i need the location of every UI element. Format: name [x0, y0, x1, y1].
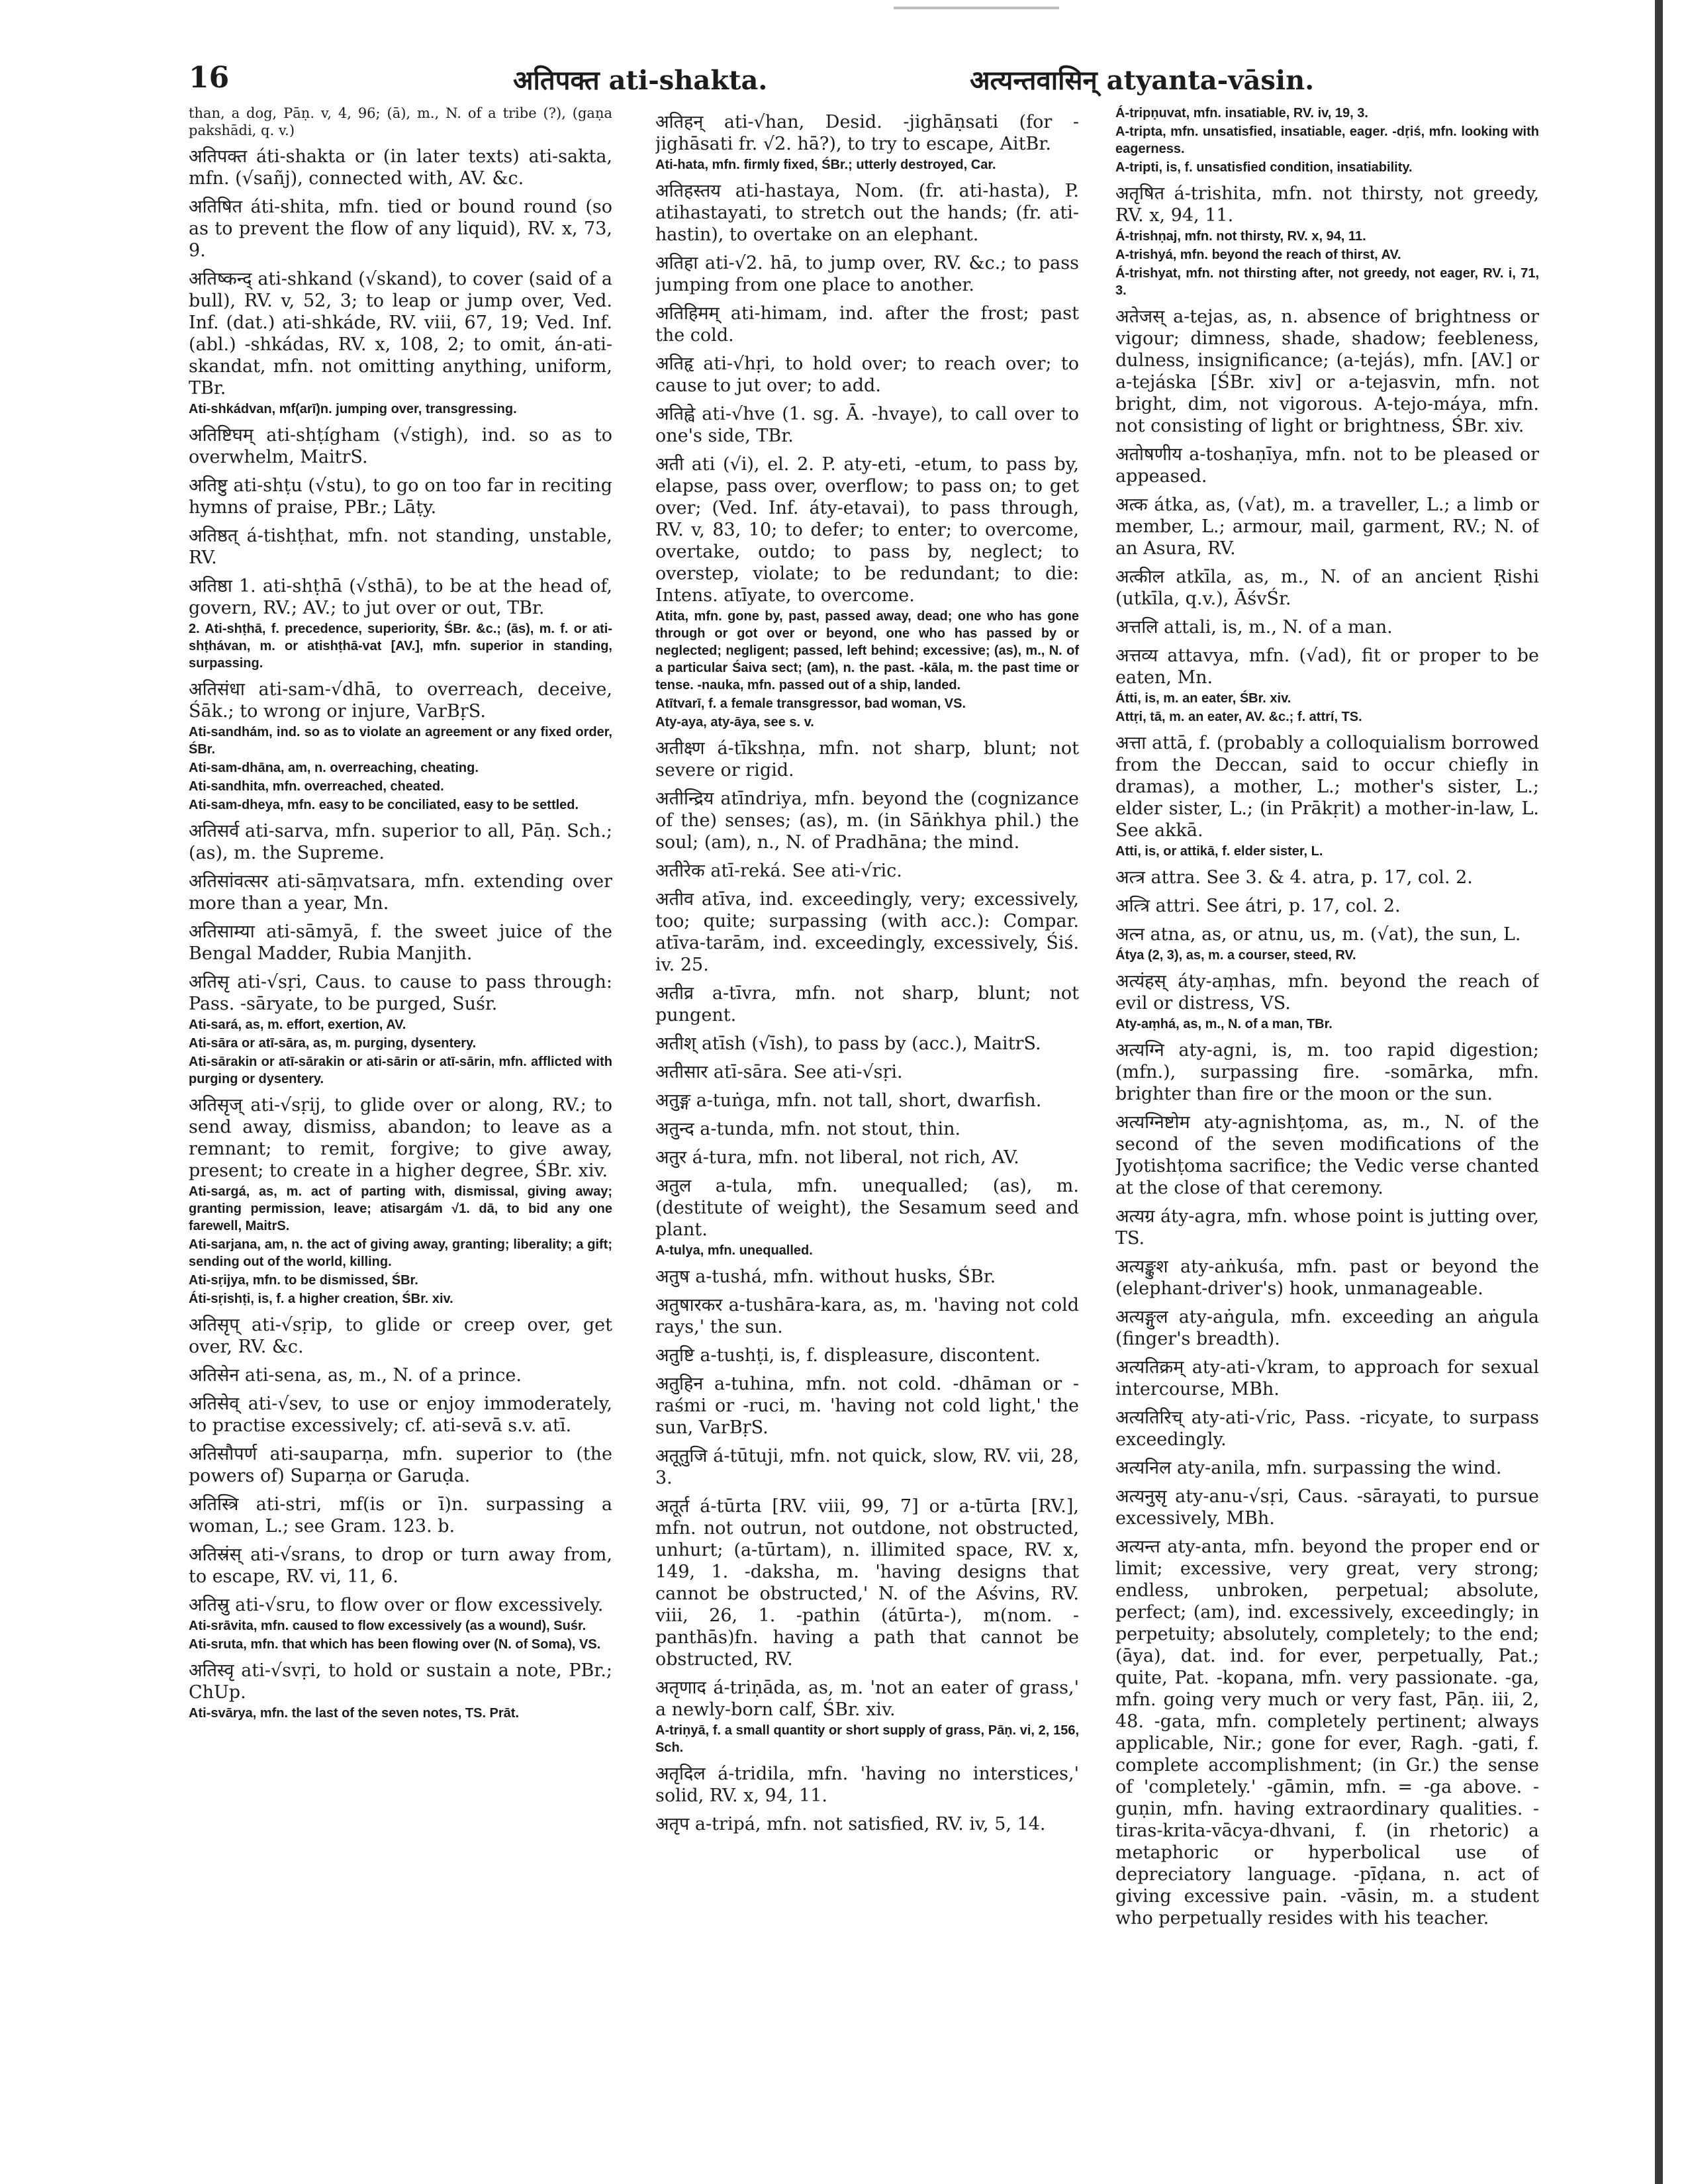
dictionary-subentry: 2. Ati-shṭhā, f. precedence, superiority, ŚBr. &c.; (ās), m. f. or ati-shṭhávan, m. or atishṭhā-vat [AV.], mfn. superior in standing, surpassing. — [189, 622, 612, 671]
dictionary-entry: अत्यनुसृ aty-anu-√sṛi, Caus. -sārayati, to pursue excessively, MBh. — [1115, 1486, 1539, 1529]
dictionary-entry: अतिस्त्रि ati-stri, mf(is or ī)n. surpassing a woman, L.; see Gram. 123. b. — [189, 1494, 612, 1537]
dictionary-entry: अतूर्त á-tūrta [RV. viii, 99, 7] or a-tūrta [RV.], mfn. not outrun, not outdone, not obstructed, unhurt; (a-tūrtam), n. illimited space, RV. x, 149, 1. -daksha, m. 'having designs that cannot be obstructed,' N. of the Aśvins, RV. viii, 26, 1. -pathin (átūrta-), m(nom. -panthās)fn. having a path that cannot be obstructed, RV. — [655, 1496, 1079, 1670]
dictionary-entry: अत्क átka, as, (√at), m. a traveller, L.; a limb or member, L.; armour, mail, garment, RV.; N. of an Asura, RV. — [1115, 495, 1539, 559]
dictionary-entry: अतिहा ati-√2. hā, to jump over, RV. &c.; to pass jumping from one place to another. — [655, 253, 1079, 295]
dictionary-subentry: Aty-aṃhá, as, m., N. of a man, TBr. — [1115, 1017, 1333, 1031]
dictionary-subentry: Ati-svārya, mfn. the last of the seven notes, TS. Prāt. — [189, 1706, 520, 1721]
dictionary-entry: अतिष्कन्द् ati-shkand (√skand), to cover (said of a bull), RV. v, 52, 3; to leap or jump over, Ved. Inf. (dat.) ati-shkáde, RV. viii, 67, 19; Ved. Inf. (abl.) -shkádas, RV. x, 108, 2; to omit, án-ati-skandat, mfn. not omitting anything, uniform, TBr. — [189, 269, 612, 399]
dictionary-entry: अतुर á-tura, mfn. not liberal, not rich, AV. — [655, 1147, 1019, 1168]
dictionary-entry: अतुष a-tushá, mfn. without husks, ŚBr. — [655, 1266, 996, 1287]
dictionary-entry: अत्यङ्गुल aty-aṅgula, mfn. exceeding an aṅgula (finger's breadth). — [1115, 1307, 1539, 1349]
scan-mark — [894, 7, 1059, 9]
dictionary-entry: अतिहन् ati-√han, Desid. -jighāṇsati (for -jighāsati fr. √2. hā?), to try to escape, AitBr. — [655, 112, 1079, 154]
dictionary-subentry: than, a dog, Pāṇ. v, 4, 96; (ā), m., N. of a tribe (?), (gaṇa pakshādi, q. v.) — [189, 105, 612, 138]
dictionary-entry: अतृणाद á-triṇāda, as, m. 'not an eater of grass,' a newly-born calf, ŚBr. xiv. — [655, 1678, 1079, 1720]
dictionary-entry: अतीश् atīsh (√īsh), to pass by (acc.), MaitrS. — [655, 1033, 1041, 1054]
dictionary-subentry: Ati-sargá, as, m. act of parting with, dismissal, giving away; granting permission, leave; atisargám √1. dā, to bid any one farewell, MaitrS. — [189, 1184, 612, 1233]
dictionary-entry: अत्कील atkīla, as, m., N. of an ancient Ṛishi (utkīla, q.v.), ĀśvŚr. — [1115, 567, 1539, 609]
dictionary-entry: अत्ता attā, f. (probably a colloquialism borrowed from the Deccan, said to occur chiefly in dramas), a mother, L.; mother's sister, L.; elder sister, L.; (in Prākṛit) a mother-in-law, L. See akkā. — [1115, 733, 1539, 841]
page-number: 16 — [189, 61, 230, 95]
dictionary-entry: अतेजस् a-tejas, as, n. absence of brightness or vigour; dimness, shade, shadow; feebleness, dulness, insignificance; (a-tejás), mfn. [AV.] or a-tejáska [ŚBr. xiv] or a-tejasvin, mfn. not bright, dim, not vigorous. A-tejo-máya, mfn. not consisting of light or brightness, ŚBr. xiv. — [1115, 307, 1539, 436]
dictionary-entry: अत्त्रि attri. See átri, p. 17, col. 2. — [1115, 896, 1401, 916]
dictionary-entry: अत्तलि attali, is, m., N. of a man. — [1115, 617, 1393, 638]
dictionary-entry: अतूतुजि á-tūtuji, mfn. not quick, slow, RV. vii, 28, 3. — [655, 1446, 1079, 1488]
dictionary-entry: अती ati (√i), el. 2. P. aty-eti, -etum, to pass by, elapse, pass over, overflow; to pass on; to get over; (Ved. Inf. áty-etavai), to pass through, RV. v, 83, 10; to defer; to enter; to overcome, overtake, outdo; to pass by, neglect; to overstep, violate; to be redundant; to die: Intens. atīyate, to overcome. — [655, 454, 1079, 606]
dictionary-entry: अतिष्टिघम् ati-shṭígham (√stigh), ind. so as to overwhelm, MaitrS. — [189, 425, 612, 467]
dictionary-entry: अतीव्र a-tīvra, mfn. not sharp, blunt; not pungent. — [655, 983, 1079, 1025]
dictionary-entry: अतिस्वृ ati-√svṛi, to hold or sustain a note, PBr.; ChUp. — [189, 1660, 612, 1703]
dictionary-entry: अतिसांवत्सर ati-sāṃvatsara, mfn. extending over more than a year, Mn. — [189, 871, 612, 914]
dictionary-entry: अत्यनिल aty-anila, mfn. surpassing the wind. — [1115, 1458, 1502, 1478]
dictionary-entry: अतुङ्ग a-tuṅga, mfn. not tall, short, dwarfish. — [655, 1090, 1042, 1111]
dictionary-subentry: Á-tripṇuvat, mfn. insatiable, RV. iv, 19, 3. — [1115, 106, 1368, 120]
dictionary-subentry: Ati-sam-dhāna, am, n. overreaching, cheating. — [189, 761, 479, 775]
dictionary-subentry: A-trishyá, mfn. beyond the reach of thirst, AV. — [1115, 248, 1401, 262]
column-1 — [189, 105, 612, 2111]
dictionary-entry: अतुन्द a-tunda, mfn. not stout, thin. — [655, 1119, 961, 1139]
left-running-head: अतिपक्त ati-shakta. — [513, 65, 768, 96]
dictionary-subentry: Ati-sārakin or atī-sārakin or ati-sārin or atī-sārin, mfn. afflicted with purging or dysentery. — [189, 1055, 612, 1086]
dictionary-subentry: Ati-sarjana, am, n. the act of giving away, granting; liberality; a gift; sending out of the world, killing. — [189, 1237, 612, 1269]
dictionary-entry: अतिसेव् ati-√sev, to use or enjoy immoderately, to practise excessively; cf. ati-sevā s.v. atī. — [189, 1394, 612, 1436]
dictionary-entry: अतिपक्त áti-shakta or (in later texts) ati-sakta, mfn. (√sañj), connected with, AV. &c. — [189, 146, 612, 189]
dictionary-subentry: Ati-sruta, mfn. that which has been flowing over (N. of Soma), VS. — [189, 1637, 601, 1652]
dictionary-subentry: Attṛi, tā, m. an eater, AV. &c.; f. attrí, TS. — [1115, 710, 1362, 724]
dictionary-entry: अतृप a-tripá, mfn. not satisfied, RV. iv, 5, 14. — [655, 1814, 1046, 1834]
dictionary-entry: अतिसाम्या ati-sāmyā, f. the sweet juice of the Bengal Madder, Rubia Manjith. — [189, 922, 612, 964]
dictionary-entry: अतिष्टु ati-shṭu (√stu), to go on too far in reciting hymns of praise, PBr.; Lāṭy. — [189, 475, 612, 518]
dictionary-subentry: Ati-hata, mfn. firmly fixed, ŚBr.; utterly destroyed, Car. — [655, 158, 996, 172]
column-2 — [655, 105, 1079, 2111]
dictionary-subentry: Átti, is, m. an eater, ŚBr. xiv. — [1115, 691, 1291, 706]
dictionary-subentry: Atti, is, or attikā, f. elder sister, L. — [1115, 844, 1323, 859]
dictionary-entry: अत्यग्नि aty-agni, is, m. too rapid digestion; (mfn.), surpassing fire. -somārka, mfn. brighter than fire or the moon or the sun. — [1115, 1040, 1539, 1104]
dictionary-entry: अतृषित á-trishita, mfn. not thirsty, not greedy, RV. x, 94, 11. — [1115, 183, 1539, 226]
page-edge-shadow — [1655, 0, 1663, 2184]
dictionary-entry: अतिहिमम् ati-himam, ind. after the frost; past the cold. — [655, 303, 1079, 346]
dictionary-subentry: Ati-sam-dheya, mfn. easy to be conciliated, easy to be settled. — [189, 798, 579, 812]
dictionary-entry: अतिसर्व ati-sarva, mfn. superior to all, Pāṇ. Sch.; (as), m. the Supreme. — [189, 821, 612, 863]
dictionary-entry: अत्यग्र áty-agra, mfn. whose point is jutting over, TS. — [1115, 1206, 1539, 1249]
dictionary-subentry: Átya (2, 3), as, m. a courser, steed, RV. — [1115, 948, 1356, 963]
dictionary-subentry: Ati-sandhita, mfn. overreached, cheated. — [189, 779, 444, 794]
dictionary-entry: अत्यतिरिच् aty-ati-√ric, Pass. -ricyate, to surpass exceedingly. — [1115, 1407, 1539, 1450]
dictionary-subentry: Ati-sṛijya, mfn. to be dismissed, ŚBr. — [189, 1273, 418, 1288]
dictionary-subentry: Ati-shkádvan, mf(arī)n. jumping over, transgressing. — [189, 402, 517, 416]
page-header — [189, 61, 1612, 101]
dictionary-entry: अतिसृज् ati-√sṛij, to glide over or along, RV.; to send away, dismiss, abandon; to leave as a remnant; to remit, forgive; to give away, present; to create in a higher degree, ŚBr. xiv. — [189, 1095, 612, 1181]
dictionary-entry: अतुष्टि a-tushṭi, is, f. displeasure, discontent. — [655, 1345, 1041, 1366]
dictionary-entry: अतिसृ ati-√sṛi, Caus. to cause to pass through: Pass. -sāryate, to be purged, Suśr. — [189, 972, 612, 1014]
dictionary-entry: अत्यतिक्रम् aty-ati-√kram, to approach for sexual intercourse, MBh. — [1115, 1357, 1539, 1400]
dictionary-entry: अत्तव्य attavya, mfn. (√ad), fit or proper to be eaten, Mn. — [1115, 645, 1539, 688]
dictionary-subentry: Ati-sandhám, ind. so as to violate an agreement or any fixed order, ŚBr. — [189, 725, 612, 757]
dictionary-subentry: Atītvarī, f. a female transgressor, bad woman, VS. — [655, 696, 966, 711]
dictionary-entry: अतीसार atī-sāra. See ati-√sṛi. — [655, 1062, 903, 1082]
dictionary-entry: अतुषारकर a-tushāra-kara, as, m. 'having not cold rays,' the sun. — [655, 1295, 1079, 1337]
dictionary-subentry: A-tulya, mfn. unequalled. — [655, 1243, 813, 1258]
dictionary-entry: अत्यंहस् áty-aṃhas, mfn. beyond the reach of evil or distress, VS. — [1115, 971, 1539, 1014]
dictionary-entry: अतिहृ ati-√hṛi, to hold over; to reach over; to cause to jut over; to add. — [655, 354, 1079, 396]
dictionary-entry: अतुहिन a-tuhina, mfn. not cold. -dhāman or -raśmi or -ruci, m. 'having not cold light,' the sun, VarBṛS. — [655, 1374, 1079, 1438]
dictionary-subentry: Atita, mfn. gone by, past, passed away, dead; one who has gone through or got over or beyond, one who has passed by or neglected; negligent; passed, left behind; excessive; (as), m., N. of a particular Śaiva sect; (am), n. the past. -kāla, m. the past time or tense. -nauka, mfn. passed out of a ship, landed. — [655, 609, 1079, 692]
dictionary-entry: अतीक्ष्ण á-tīkshṇa, mfn. not sharp, blunt; not severe or rigid. — [655, 738, 1079, 781]
dictionary-entry: अतिष्ठत् á-tishṭhat, mfn. not standing, unstable, RV. — [189, 526, 612, 568]
dictionary-subentry: Á-trishṇaj, mfn. not thirsty, RV. x, 94, 11. — [1115, 229, 1366, 244]
dictionary-entry: अतिषित áti-shita, mfn. tied or bound round (so as to prevent the flow of any liquid), RV. x, 73, 9. — [189, 197, 612, 261]
dictionary-entry: अतिस्रु ati-√sru, to flow over or flow excessively. — [189, 1595, 604, 1615]
dictionary-subentry: Á-trishyat, mfn. not thirsting after, not greedy, not eager, RV. i, 71, 3. — [1115, 266, 1539, 298]
dictionary-entry: अतीरेक atī-reká. See ati-√ric. — [655, 861, 902, 881]
dictionary-entry: अत्त्र attra. See 3. & 4. atra, p. 17, col. 2. — [1115, 867, 1473, 888]
dictionary-subentry: A-tripta, mfn. unsatisfied, insatiable, eager. -dṛiś, mfn. looking with eagerness. — [1115, 124, 1539, 156]
dictionary-entry: अतृदिल á-tridila, mfn. 'having no interstices,' solid, RV. x, 94, 11. — [655, 1764, 1079, 1806]
dictionary-entry: अतिस्रंस् ati-√srans, to drop or turn away from, to escape, RV. vi, 11, 6. — [189, 1544, 612, 1587]
dictionary-entry: अत्यग्निष्टोम aty-agnishṭoma, as, m., N. of the second of the seven modifications of the Jyotishṭoma sacrifice; the Vedic verse chanted at the close of that ceremony. — [1115, 1112, 1539, 1198]
dictionary-entry: अतीव atīva, ind. exceedingly, very; excessively, too; quite; surpassing (with acc.): Compar. atīva-tarām, ind. exceedingly, excessively, Śiś. iv. 25. — [655, 889, 1079, 975]
dictionary-entry: अतुल a-tula, mfn. unequalled; (as), m. (destitute of weight), the Sesamum seed and plant. — [655, 1176, 1079, 1240]
dictionary-entry: अतिसंधा ati-sam-√dhā, to overreach, deceive, Śāk.; to wrong or injure, VarBṛS. — [189, 679, 612, 722]
dictionary-subentry: A-triṇyā, f. a small quantity or short supply of grass, Pāṇ. vi, 2, 156, Sch. — [655, 1723, 1079, 1755]
dictionary-entry: अतिसेन ati-sena, as, m., N. of a prince. — [189, 1365, 522, 1386]
dictionary-subentry: Ati-sará, as, m. effort, exertion, AV. — [189, 1018, 406, 1032]
dictionary-entry: अतिष्ठा 1. ati-shṭhā (√sthā), to be at the head of, govern, RV.; AV.; to jut over or out, TBr. — [189, 576, 612, 618]
dictionary-entry: अत्यङ्कुश aty-aṅkuśa, mfn. past or beyond the (elephant-driver's) hook, unmanageable. — [1115, 1257, 1539, 1299]
dictionary-entry: अत्न atna, as, or atnu, us, m. (√at), the sun, L. — [1115, 924, 1521, 945]
right-running-head: अत्यन्तवासिन् atyanta-vāsin. — [970, 65, 1315, 96]
dictionary-entry: अत्यन्त aty-anta, mfn. beyond the proper end or limit; excessive, very great, very strong; endless, unbroken, perpetual; absolute, perfect; (am), ind. excessively, exceedingly; in perpetuity; absolutely, completely; to the end; (āya), dat. ind. for ever, perpetually, Pat.; quite, Pat. -kopana, mfn. very passionate. -ga, mfn. going very much or very fast, Pāṇ. iii, 2, 48. -gata, mfn. completely pertinent; always applicable, Nir.; gone for ever, Ragh. -gati, f. complete accomplishment; (in Gr.) the sense of 'completely.' -gāmin, mfn. = -ga above. -guṇin, mfn. having extraordinary qualities. -tiras-krita-vācya-dhvani, f. (in rhetoric) a metaphoric or hyperbolical use of depreciatory language. -pīḍana, n. act of giving excessive pain. -vāsin, m. a student who perpetually resides with his teacher. — [1115, 1537, 1539, 1928]
dictionary-entry: अतिहस्तय ati-hastaya, Nom. (fr. ati-hasta), P. atihastayati, to stretch out the hands; (fr. ati-hastin), to overtake on an elephant. — [655, 181, 1079, 245]
dictionary-subentry: Ati-srāvita, mfn. caused to flow excessively (as a wound), Suśr. — [189, 1619, 586, 1633]
column-3 — [1115, 105, 1539, 2111]
dictionary-subentry: A-tripti, is, f. unsatisfied condition, insatiability. — [1115, 160, 1413, 175]
dictionary-entry: अतीन्द्रिय atīndriya, mfn. beyond the (cognizance of the) senses; (as), m. (in Sāṅkhya phil.) the soul; (am), n., N. of Pradhāna; the mind. — [655, 788, 1079, 853]
dictionary-entry: अतोषणीय a-toshaṇīya, mfn. not to be pleased or appeased. — [1115, 444, 1539, 487]
dictionary-subentry: Aty-aya, aty-āya, see s. v. — [655, 715, 814, 730]
dictionary-entry: अतिसृप् ati-√sṛip, to glide or creep over, get over, RV. &c. — [189, 1315, 612, 1357]
dictionary-subentry: Ati-sāra or atī-sāra, as, m. purging, dysentery. — [189, 1036, 477, 1051]
dictionary-entry: अतिह्वे ati-√hve (1. sg. Ā. -hvaye), to call over to one's side, TBr. — [655, 404, 1079, 446]
dictionary-subentry: Áti-sṛishṭi, is, f. a higher creation, ŚBr. xiv. — [189, 1292, 453, 1306]
dictionary-entry: अतिसौपर्ण ati-sauparṇa, mfn. superior to (the powers of) Suparṇa or Garuḍa. — [189, 1444, 612, 1486]
